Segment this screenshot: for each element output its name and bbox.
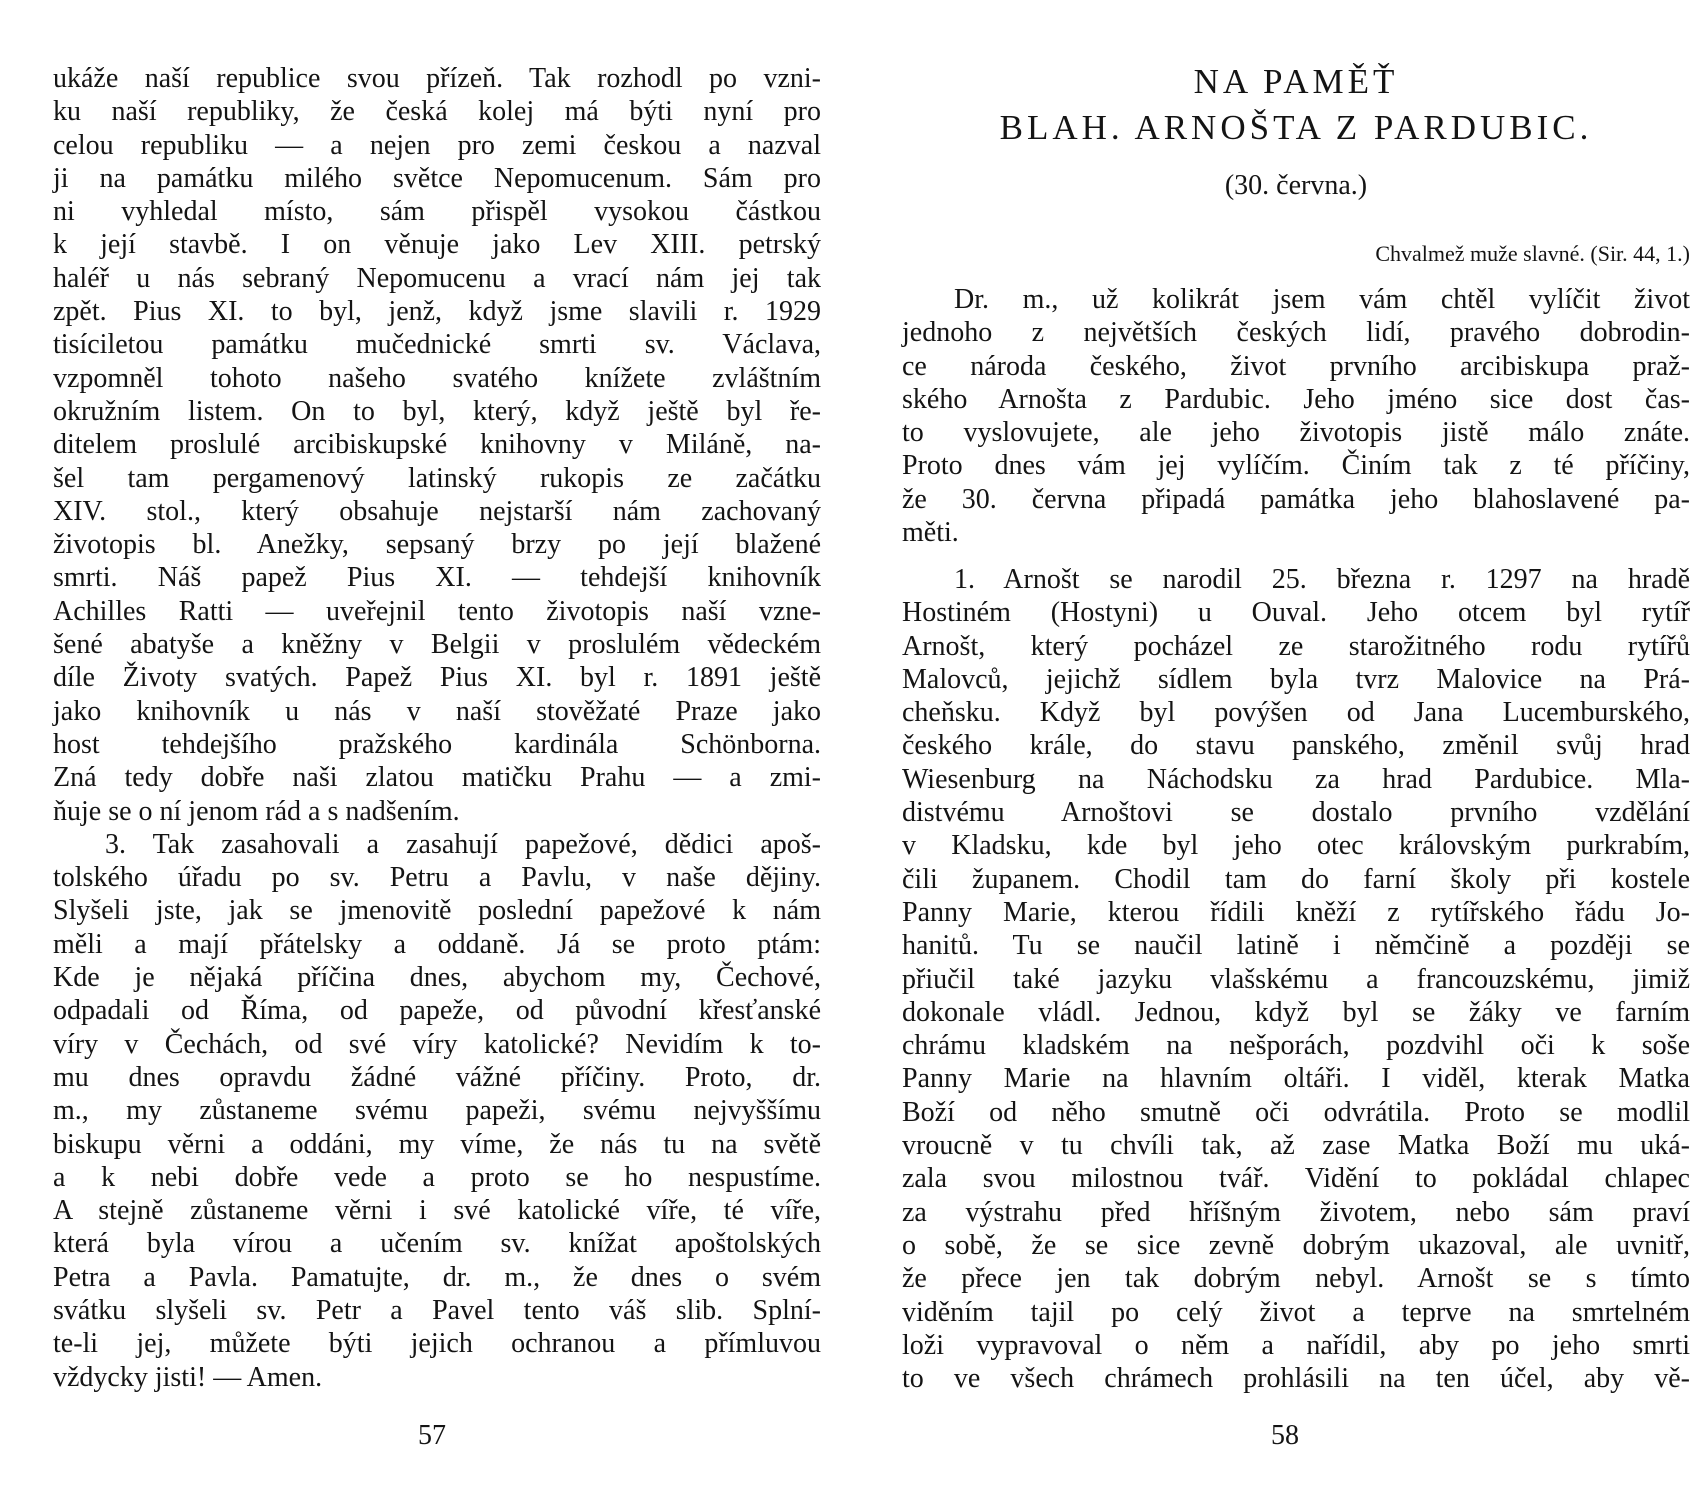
text-line: že přece jen tak dobrým nebyl. Arnošt se s tímto bbox=[902, 1263, 1690, 1295]
text-line: haléř u nás sebraný Nepomucenu a vrací nám jej tak bbox=[53, 262, 821, 294]
text-line: Arnošt, který pocházel ze starožitného rodu rytířů bbox=[902, 630, 1690, 662]
text-line: měti. bbox=[902, 517, 959, 549]
paragraph bbox=[53, 62, 821, 828]
epigraph-quote: Chvalmež muže slavné. (Sir. 44, 1.) bbox=[1375, 241, 1690, 266]
paragraph bbox=[902, 563, 1690, 1395]
text-line: Zná tedy dobře naši zlatou matičku Prahu — a zmi- bbox=[53, 762, 821, 794]
text-line: tisíciletou památku mučednické smrti sv. Václava, bbox=[53, 329, 821, 361]
text-line: distvému Arnoštovi se dostalo prvního vzdělání bbox=[902, 797, 1690, 829]
text-line: víry v Čechách, od své víry katolické? Nevidím k to- bbox=[53, 1028, 821, 1060]
text-line: viděním tajil po celý život a teprve na smrtelném bbox=[902, 1296, 1690, 1328]
text-line: ni vyhledal místo, sám přispěl vysokou částkou bbox=[53, 196, 821, 228]
text-line: ňuje se o ní jenom rád a s nadšením. bbox=[53, 795, 460, 827]
text-line: tolského úřadu po sv. Petru a Pavlu, v naše dějiny. bbox=[53, 862, 821, 894]
text-line: Dr. m., už kolikrát jsem vám chtěl vylíčit život bbox=[954, 284, 1690, 315]
text-line: vroucně v tu chvíli tak, až zase Matka Boží mu uká- bbox=[902, 1130, 1690, 1162]
text-line: která byla vírou a učením sv. knížat apoštolských bbox=[53, 1228, 821, 1260]
text-line: díle Životy svatých. Papež Pius XI. byl r. 1891 ještě bbox=[53, 662, 821, 694]
text-line: host tehdejšího pražského kardinála Schönborna. bbox=[53, 728, 821, 760]
text-line: zpět. Pius XI. to byl, jenž, když jsme slavili r. 1929 bbox=[53, 296, 821, 328]
text-line: ukáže naší republice svou přízeň. Tak rozhodl po vzni- bbox=[53, 63, 821, 94]
text-line: k její stavbě. I on věnuje jako Lev XIII. petrský bbox=[53, 229, 821, 261]
text-line: cheňsku. Když byl povýšen od Jana Lucemburského, bbox=[902, 697, 1690, 729]
text-line: okružním listem. On to byl, který, když ještě byl ře- bbox=[53, 395, 821, 427]
paragraph bbox=[53, 828, 821, 1394]
text-line: šené abatyše a kněžny v Belgii v proslulém vědeckém bbox=[53, 629, 821, 661]
text-line: loži vypravoval o něm a nařídil, aby po jeho smrti bbox=[902, 1329, 1690, 1361]
text-line: o sobě, že se sice zevně dobrým ukazoval, ale uvnitř, bbox=[902, 1229, 1690, 1261]
text-line: smrti. Náš papež Pius XI. — tehdejší knihovník bbox=[53, 562, 821, 594]
left-page-body bbox=[53, 62, 821, 1394]
text-line: XIV. stol., který obsahuje nejstarší nám zachovaný bbox=[53, 495, 821, 527]
text-line: chrámu kladském na nešporách, pozdvihl oči k soše bbox=[902, 1030, 1690, 1062]
text-line: vždycky jisti! — Amen. bbox=[53, 1361, 323, 1393]
text-line: Proto dnes vám jej vylíčím. Činím tak z té příčiny, bbox=[902, 450, 1690, 482]
text-line: odpadali od Říma, od papeže, od původní křesťanské bbox=[53, 995, 821, 1027]
text-line: čili županem. Chodil tam do farní školy při kostele bbox=[902, 863, 1690, 895]
text-line: 1. Arnošt se narodil 25. března r. 1297 na hradě bbox=[954, 564, 1690, 595]
text-line: hanitů. Tu se naučil latině i němčině a později se bbox=[902, 930, 1690, 962]
text-line: Petra a Pavla. Pamatujte, dr. m., že dnes o svém bbox=[53, 1261, 821, 1293]
text-line: m., my zůstaneme svému papeži, svému nejvyššímu bbox=[53, 1095, 821, 1127]
text-line: celou republiku — a nejen pro zemi českou a nazval bbox=[53, 129, 821, 161]
text-line: jednoho z největších českých lidí, pravého dobrodin- bbox=[902, 317, 1690, 349]
text-line: biskupu věrni a oddáni, my víme, že nás tu na světě bbox=[53, 1128, 821, 1160]
text-line: a k nebi dobře vede a proto se ho nespustíme. bbox=[53, 1161, 821, 1193]
feast-date: (30. června.) bbox=[1224, 170, 1368, 201]
text-line: Panny Marie, kterou řídili kněží z rytířského řádu Jo- bbox=[902, 896, 1690, 928]
text-line: svátku slyšeli sv. Petr a Pavel tento váš slib. Splní- bbox=[53, 1294, 821, 1326]
text-line: to ve všech chrámech prohlásili na ten účel, aby vě- bbox=[902, 1363, 1690, 1395]
text-line: životopis bl. Anežky, sepsaný brzy po její blažené bbox=[53, 529, 821, 561]
text-line: Slyšeli jste, jak se jmenovitě poslední papežové k nám bbox=[53, 895, 821, 927]
page-number: 57 bbox=[418, 1420, 446, 1451]
text-line: Panny Marie na hlavním oltáři. I viděl, kterak Matka bbox=[902, 1063, 1690, 1095]
text-line: zala svou milostnou tvář. Vidění to pokládal chlapec bbox=[902, 1163, 1690, 1195]
text-line: Boží od něho smutně oči odvrátila. Proto se modlil bbox=[902, 1096, 1690, 1128]
text-line: Malovců, jejichž sídlem byla tvrz Malovice na Prá- bbox=[902, 663, 1690, 695]
text-line: ku naší republiky, že česká kolej má býti nyní pro bbox=[53, 96, 821, 128]
text-line: že 30. června připadá památka jeho blahoslavené pa- bbox=[902, 483, 1690, 515]
text-line: 3. Tak zasahovali a zasahují papežové, dědici apoš- bbox=[105, 828, 821, 860]
text-line: šel tam pergamenový latinský rukopis ze začátku bbox=[53, 462, 821, 494]
text-line: Hostiném (Hostyni) u Ouval. Jeho otcem byl rytíř bbox=[902, 597, 1690, 629]
text-line: Kde je nějaká příčina dnes, abychom my, Čechové, bbox=[53, 962, 821, 994]
text-line: měli a mají přátelsky a oddaně. Já se proto ptám: bbox=[53, 928, 821, 960]
text-line: te-li jej, můžete býti jejich ochranou a přímluvou bbox=[53, 1328, 821, 1360]
text-line: to vyslovujete, ale jeho životopis jistě málo znáte. bbox=[902, 417, 1690, 449]
chapter-title-line-2: BLAH. ARNOŠTA Z PARDUBIC. bbox=[999, 108, 1593, 147]
text-line: v Kladsku, kde byl jeho otec královským purkrabím, bbox=[902, 830, 1690, 862]
text-line: ji na památku milého světce Nepomucenum. Sám pro bbox=[53, 162, 821, 194]
text-line: ského Arnošta z Pardubic. Jeho jméno sice dost čas- bbox=[902, 383, 1690, 415]
text-line: Achilles Ratti — uveřejnil tento životopis naší vzne- bbox=[53, 595, 821, 627]
text-line: za výstrahu před hříšným životem, nebo sám praví bbox=[902, 1196, 1690, 1228]
text-line: vzpomněl tohoto našeho svatého knížete zvláštním bbox=[53, 362, 821, 394]
chapter-title-line-1: NA PAMĚŤ bbox=[1193, 62, 1399, 101]
text-line: ditelem proslulé arcibiskupské knihovny v Miláně, na- bbox=[53, 429, 821, 461]
text-line: dokonale vládl. Jednou, když byl se žáky ve farním bbox=[902, 996, 1690, 1028]
text-line: mu dnes opravdu žádné vážné příčiny. Proto, dr. bbox=[53, 1061, 821, 1093]
text-line: ce národa českého, život prvního arcibiskupa praž- bbox=[902, 350, 1690, 382]
right-page bbox=[853, 0, 1706, 1500]
paragraph bbox=[902, 283, 1690, 549]
text-line: přiučil také jazyku vlašskému a francouzskému, jimiž bbox=[902, 963, 1690, 995]
text-line: českého krále, do stavu panského, změnil svůj hrad bbox=[902, 730, 1690, 762]
text-line: Wiesenburg na Náchodsku za hrad Pardubice. Mla- bbox=[902, 763, 1690, 795]
text-line: jako knihovník u nás v naší stověžaté Praze jako bbox=[53, 695, 821, 727]
page-number: 58 bbox=[1271, 1420, 1299, 1451]
text-line: A stejně zůstaneme věrni i své katolické víře, té víře, bbox=[53, 1195, 821, 1227]
